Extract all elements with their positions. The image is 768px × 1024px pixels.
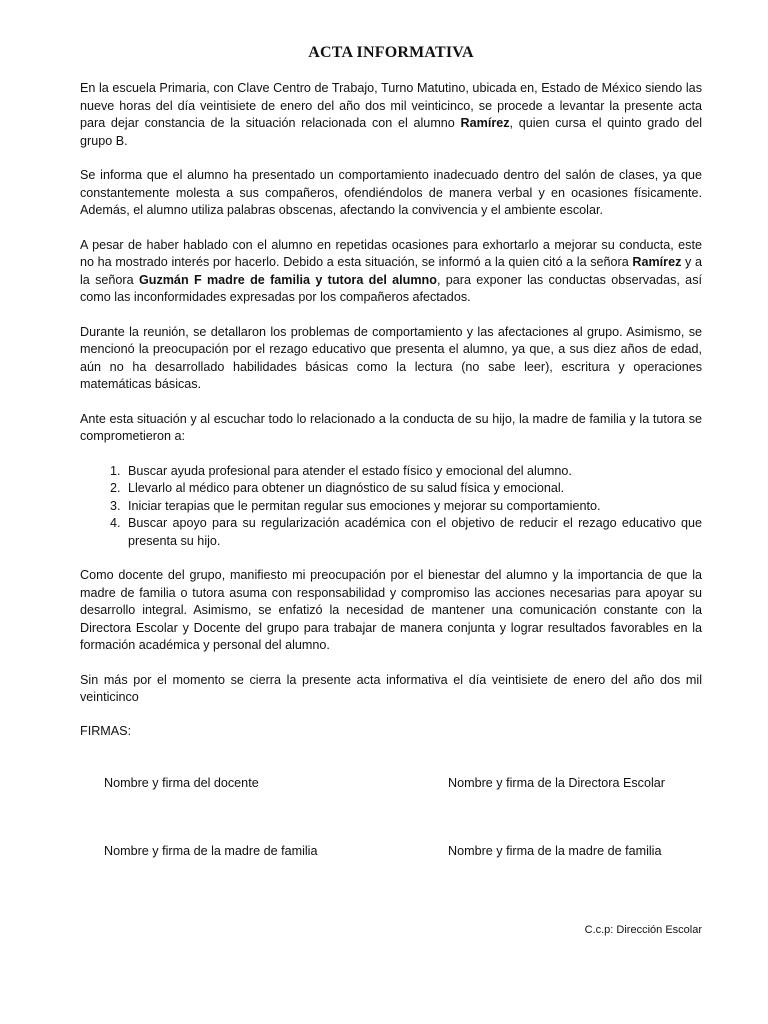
commitments-list (80, 463, 702, 551)
paragraph-closing: Sin más por el momento se cierra la presente acta informativa el día veintisiete de enero del año dos mil veinticinco (80, 672, 702, 704)
meeting-text-e: , para exponer las conductas observadas, así como las inconformidades expresadas por los compañeros afectados. (80, 272, 702, 304)
list-item: 3. Iniciar terapias que le permitan regular sus emociones y mejorar su comportamiento. (124, 498, 702, 516)
list-item: 2. Llevarlo al médico para obtener un diagnóstico de su salud física y emocional. (124, 480, 702, 498)
signatures-heading: FIRMAS: (80, 723, 132, 738)
parent-name-2: Guzmán F madre de familia y tutora del alumno (138, 272, 437, 287)
student-name: Ramírez (460, 116, 510, 130)
paragraph-teacher-concern: Como docente del grupo, manifiesto mi preocupación por el bienestar del alumno y la importancia de que la madre de familia o tutora asuma con responsabilidad y compromiso las acciones necesarias para apoyar su desarrollo integral. Asimismo, se enfatizó la necesidad de mantener una comunicación constante con la Directora Escolar y Docente del grupo para trabajar de manera conjunta y lograr resultados favorables en la formación académica y personal del alumno. (80, 568, 702, 652)
meeting-text-a: A pesar de haber hablado con el alumno en repetidas ocasiones para exhortarlo a mejorar su conducta, este no ha mostrado interés por hacerlo. Debido a esta situación, se informó a la quien citó a la señora (80, 237, 702, 269)
paragraph-behavior: Se informa que el alumno ha presentado un comportamiento inadecuado dentro del salón de clases, ya que constantemente molesta a sus compañeros, ofendiéndolos de manera verbal y en ocasiones físicamente. Además, el alumno utiliza palabras obscenas, afectando la convivencia y el ambiente escolar. (80, 168, 702, 217)
signature-madre-1: Nombre y firma de la madre de familia (104, 843, 318, 858)
list-item: 4. Buscar apoyo para su regularización académica con el objetivo de reducir el rezago educativo que presenta su hijo. (124, 515, 702, 550)
copy-to-note: C.c.p: Dirección Escolar (584, 924, 702, 936)
signature-directora: Nombre y firma de la Directora Escolar (448, 775, 665, 790)
paragraph-commitment-intro: Ante esta situación y al escuchar todo lo relacionado a la conducta de su hijo, la madre de familia y la tutora se comprometieron a: (80, 411, 702, 443)
signature-row (80, 844, 702, 858)
meeting-text-c: y a la señora (80, 255, 702, 287)
intro-text-c: , quien cursa el quinto grado del grupo B. (80, 116, 703, 148)
paragraph-meeting-call (80, 237, 702, 307)
parent-name-1: Ramírez (632, 255, 682, 269)
list-item: 1. Buscar ayuda profesional para atender el estado físico y emocional del alumno. (124, 463, 702, 481)
paragraph-meeting-details: Durante la reunión, se detallaron los problemas de comportamiento y las afectaciones al grupo. Asimismo, se mencionó la preocupación por el rezago educativo que presenta el alumno, ya que, a sus diez años de edad, aún no ha desarrollado habilidades básicas como la lectura (no sabe leer), escritura y operaciones matemáticas básicas. (80, 324, 702, 391)
signature-docente: Nombre y firma del docente (104, 775, 259, 790)
intro-text-a: En la escuela Primaria, con Clave Centro de Trabajo, Turno Matutino, ubicada en, Estado de México siendo las nueve horas del día veintisiete de enero del año dos mil veinticinco, se procede a levantar la presente acta para dejar constancia de la situación relacionada con el alumno (80, 81, 702, 130)
signature-row (80, 776, 702, 790)
signature-madre-2: Nombre y firma de la madre de familia (448, 843, 662, 858)
paragraph-intro (80, 80, 702, 150)
document-title: ACTA INFORMATIVA (308, 44, 474, 61)
